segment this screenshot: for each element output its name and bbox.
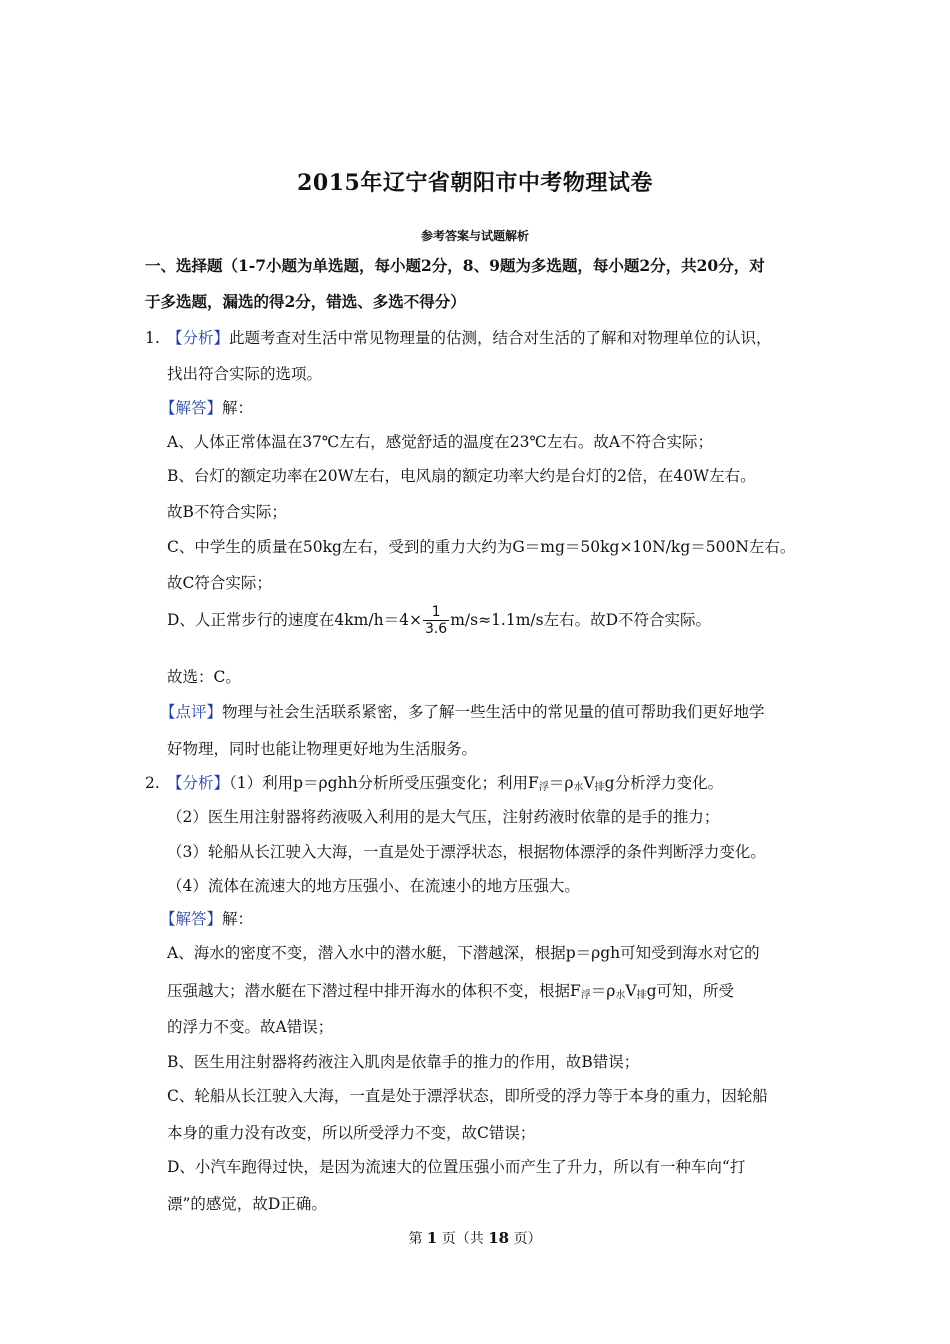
q2-option-a-subscript-displaced: 排 xyxy=(636,990,647,1001)
q1-analysis-tag: 【分析】 xyxy=(167,329,230,347)
q2-option-d-line1: D、小汽车跑得过快，是因为流速大的位置压强小而产生了升力，所以有一种车向“打 xyxy=(167,1158,746,1176)
q2-analysis-line1 xyxy=(145,771,723,793)
footer-total-pages: 18 xyxy=(488,1229,510,1247)
q2-analysis-a1-v: V xyxy=(583,774,595,792)
q2-option-a-line2-v: V xyxy=(625,982,637,1000)
q1-analysis-line2: 找出符合实际的选项。 xyxy=(167,365,323,383)
q1-answer-intro: 解： xyxy=(222,399,254,417)
footer-pre: 第 xyxy=(408,1231,423,1247)
q2-option-a-line2-post: g可知，所受 xyxy=(646,982,735,1000)
q2-option-a-line2-mid: ＝ρ xyxy=(590,982,616,1000)
q1-option-b-line2: 故B不符合实际； xyxy=(167,503,287,521)
footer-post: 页） xyxy=(513,1231,542,1247)
q2-answer-heading xyxy=(160,907,253,929)
q2-option-a-subscript-water: 水 xyxy=(615,990,626,1001)
q1-choice: 故选：C。 xyxy=(167,668,241,686)
q2-option-d-line2: 漂”的感觉，故D正确。 xyxy=(167,1195,327,1213)
page-footer xyxy=(0,1228,950,1248)
footer-mid: 页（共 xyxy=(441,1231,484,1247)
q2-analysis-a1-post: g分析浮力变化。 xyxy=(604,774,724,792)
q1-option-d-post: m/s≈1.1m/s左右。故D不符合实际。 xyxy=(450,611,712,629)
q2-subscript-float: 浮 xyxy=(538,782,549,793)
q1-fraction-denominator: 3.6 xyxy=(424,621,448,637)
q2-analysis-line3: （3）轮船从长江驶入大海，一直是处于漂浮状态，根据物体漂浮的条件判断浮力变化。 xyxy=(167,843,766,861)
q2-analysis-tag: 【分析】 xyxy=(167,774,230,792)
q1-answer-tag: 【解答】 xyxy=(160,399,223,417)
q2-option-b: B、医生用注射器将药液注入肌肉是依靠手的推力的作用，故B错误； xyxy=(167,1053,640,1071)
q1-number: 1. xyxy=(145,329,160,347)
q2-answer-tag: 【解答】 xyxy=(160,910,223,928)
q1-option-a: A、人体正常体温在37℃左右，感觉舒适的温度在23℃左右。故A不符合实际； xyxy=(167,433,714,451)
q2-analysis-line4: （4）流体在流速大的地方压强小、在流速小的地方压强大。 xyxy=(167,877,580,895)
q2-option-a-line3: 的浮力不变。故A错误； xyxy=(167,1018,334,1036)
q2-option-a-line1: A、海水的密度不变，潜入水中的潜水艇，下潜越深，根据p＝ρgh可知受到海水对它的 xyxy=(167,944,760,962)
q1-analysis-text1: 此题考查对生活中常见物理量的估测，结合对生活的了解和对物理单位的认识， xyxy=(229,329,772,347)
q1-comment-line1 xyxy=(160,700,765,722)
q2-analysis-a1-mid: ＝ρ xyxy=(548,774,574,792)
q1-comment-line2: 好物理，同时也能让物理更好地为生活服务。 xyxy=(167,740,478,758)
q2-number: 2. xyxy=(145,774,160,792)
q1-analysis-line1 xyxy=(145,326,772,348)
q2-option-a-line2 xyxy=(167,979,734,1001)
q1-option-d xyxy=(167,604,711,638)
section-heading-line2: 于多选题，漏选的得2分，错选、多选不得分） xyxy=(145,292,466,311)
q1-option-d-pre: D、人正常步行的速度在4km/h＝4× xyxy=(167,611,422,629)
page-title: 2015年辽宁省朝阳市中考物理试卷 xyxy=(297,170,653,196)
q2-option-c-line2: 本身的重力没有改变，所以所受浮力不变，故C错误； xyxy=(167,1124,536,1142)
q1-fraction-numerator: 1 xyxy=(431,604,441,620)
q2-answer-intro: 解： xyxy=(222,910,254,928)
q1-fraction xyxy=(423,604,449,638)
q1-option-c-line2: 故C符合实际； xyxy=(167,574,272,592)
q1-option-c-line1: C、中学生的质量在50kg左右，受到的重力大约为G＝mg＝50kg×10N/kg＝500N左右。 xyxy=(167,538,796,556)
q2-analysis-line2: （2）医生用注射器将药液吸入利用的是大气压，注射药液时依靠的是手的推力； xyxy=(167,808,720,826)
q1-comment-tag: 【点评】 xyxy=(160,703,223,721)
q2-subscript-water: 水 xyxy=(573,782,584,793)
q2-subscript-displaced: 排 xyxy=(594,782,605,793)
q2-option-a-subscript-float: 浮 xyxy=(580,990,591,1001)
q2-option-a-line2-pre: 压强越大；潜水艇在下潜过程中排开海水的体积不变，根据F xyxy=(167,982,581,1000)
q1-comment-text1: 物理与社会生活联系紧密，多了解一些生活中的常见量的值可帮助我们更好地学 xyxy=(222,703,765,721)
q2-analysis-a1-pre: （1）利用p＝ρghh分析所受压强变化；利用F xyxy=(229,774,539,792)
page-subtitle: 参考答案与试题解析 xyxy=(420,229,529,243)
q2-option-c-line1: C、轮船从长江驶入大海，一直是处于漂浮状态，即所受的浮力等于本身的重力，因轮船 xyxy=(167,1087,768,1105)
q1-answer-heading xyxy=(160,396,253,418)
q1-option-b-line1: B、台灯的额定功率在20W左右，电风扇的额定功率大约是台灯的2倍，在40W左右。 xyxy=(167,467,756,485)
footer-page-number: 1 xyxy=(426,1229,438,1247)
section-heading-line1: 一、选择题（1-7小题为单选题，每小题2分，8、9题为多选题，每小题2分，共20分，对 xyxy=(145,256,765,275)
